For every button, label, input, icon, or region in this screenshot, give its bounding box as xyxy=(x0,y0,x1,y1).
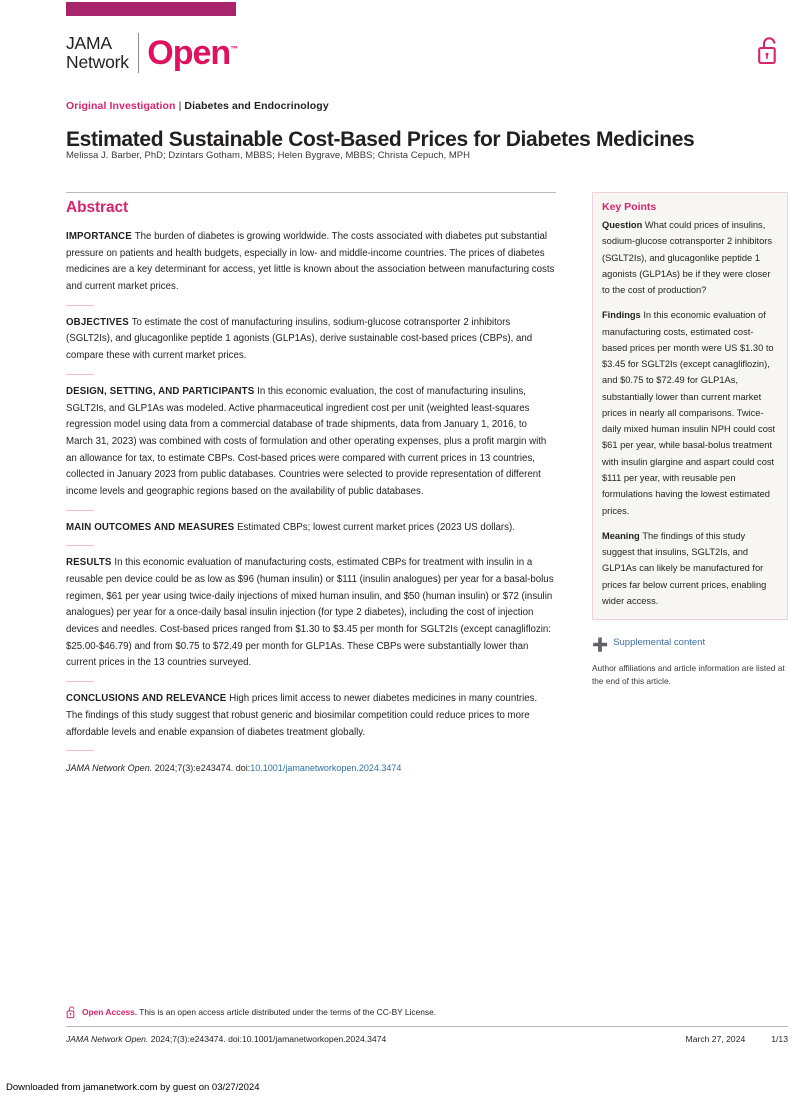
abstract-label-outcomes: MAIN OUTCOMES AND MEASURES xyxy=(66,521,235,533)
key-points-label-question: Question xyxy=(602,220,643,230)
key-points-column xyxy=(592,192,788,688)
abstract-section-conclusions xyxy=(66,691,556,741)
key-points-label-meaning: Meaning xyxy=(602,530,640,541)
supplemental-content-link[interactable]: Supplemental content xyxy=(613,637,706,649)
citation-journal-name: JAMA Network Open. xyxy=(66,763,153,774)
download-notice: Downloaded from jamanetwork.com by guest on 03/27/2024 xyxy=(6,1082,260,1093)
masthead-divider xyxy=(138,33,140,73)
key-points-question xyxy=(602,217,778,298)
abstract-top-rule xyxy=(66,192,556,193)
abstract-column xyxy=(66,192,556,776)
open-access-statement xyxy=(82,1007,436,1017)
open-access-row xyxy=(66,1005,788,1026)
jama-network-wordmark xyxy=(66,32,129,72)
journal-masthead[interactable] xyxy=(66,30,238,76)
abstract-label-importance: IMPORTANCE xyxy=(66,231,132,242)
footer-citation-details: 2024;7(3):e243474. doi:10.1001/jamanetworkopen.2024.3474 xyxy=(148,1034,387,1044)
abstract-label-conclusions: CONCLUSIONS AND RELEVANCE xyxy=(66,693,227,705)
open-access-description: This is an open access article distributed under the terms of the CC-BY License. xyxy=(137,1007,437,1017)
abstract-section-divider xyxy=(66,374,94,375)
abstract-section-divider xyxy=(66,750,94,751)
open-padlock-icon[interactable] xyxy=(756,34,782,66)
key-points-text-findings: In this economic evaluation of manufacturing costs, estimated cost-based prices per month were US $1.30 to $3.45 for SGLT2Is (except canagliflozin), and $0.75 to $72.49 for GLP1As, substantially lower than current market prices in nearly all comparisons. Twice-daily mixed human insulin NPH could cost $61 per year, while basal-bolus treatment with insulin glargine and aspart could cost $111 per year, with reusable pen formulations having the lowest estimated prices. xyxy=(602,310,776,516)
abstract-text-importance: The burden of diabetes is growing worldwide. The costs associated with diabetes put substantial pressure on patients and health budgets, especially in low- and middle-income countries. The prices of diabetes medicines are a key determinant for access, yet little is known about the association between manufacturing costs and current market prices. xyxy=(66,231,555,293)
abstract-section-importance xyxy=(66,229,556,296)
key-points-text-question: What could prices of insulins, sodium-glucose cotransporter 2 inhibitors (SGLT2Is), and glucagonlike peptide 1 agonists (GLP1As) be if they were closer to the cost of production? xyxy=(602,220,773,296)
brand-accent-bar xyxy=(66,2,236,16)
author-list[interactable]: Melissa J. Barber, PhD; Dzintars Gotham, MBBS; Helen Bygrave, MBBS; Christa Cepuch, MPH xyxy=(66,150,471,161)
abstract-label-design: DESIGN, SETTING, AND PARTICIPANTS xyxy=(66,385,255,397)
kicker-article-type[interactable]: Original Investigation xyxy=(66,100,176,112)
footer-citation xyxy=(66,1034,386,1044)
supplemental-content-row[interactable] xyxy=(592,637,788,651)
abstract-text-objectives: To estimate the cost of manufacturing insulins, sodium-glucose cotransporter 2 inhibitors (SGLT2Is), and glucagonlike peptide 1 agonists (GLP1As), derive sustainable cost-based prices (CBPs), and compare these with current market prices. xyxy=(66,316,533,362)
page-footer xyxy=(66,1005,788,1044)
publication-date: March 27, 2024 xyxy=(685,1034,746,1044)
citation-details: 2024;7(3):e243474. doi: xyxy=(152,763,251,774)
author-affiliations-note: Author affiliations and article information are listed at the end of this article. xyxy=(592,663,785,686)
abstract-section-divider xyxy=(66,681,94,682)
abstract-section-outcomes xyxy=(66,520,556,537)
abstract-section-divider xyxy=(66,510,94,511)
key-points-box xyxy=(592,192,788,620)
article-kicker xyxy=(66,100,329,112)
jama-wordmark-line2: Network xyxy=(66,52,129,72)
abstract-label-objectives: OBJECTIVES xyxy=(66,316,129,328)
open-access-label: Open Access. xyxy=(82,1007,138,1017)
footer-citation-row xyxy=(66,1027,788,1044)
page-title: Estimated Sustainable Cost-Based Prices for Diabetes Medicines xyxy=(66,128,695,152)
abstract-section-divider xyxy=(66,305,94,306)
page-number: 1/13 xyxy=(771,1034,788,1044)
open-padlock-icon xyxy=(66,1005,77,1019)
footer-meta xyxy=(686,1034,788,1044)
abstract-text-design: In this economic evaluation, the cost of manufacturing insulins, SGLT2Is, and GLP1As was modeled. Active pharmaceutical ingredient cost per unit (weighted least-squares regression model using data from a commercial database of trade shipments, data from January 1, 2016, to March 31, 2023) was combined with costs of formulation and other operating expenses, plus a profit margin with an allowance for tax, to estimate CBPs. Cost-based prices were compared with current prices in 13 countries, collected in January 2023 from public databases. Countries were selected to provide representation of different income levels and geographic regions based on the availability of public databases. xyxy=(66,385,547,497)
abstract-section-objectives xyxy=(66,315,556,365)
abstract-text-conclusions: High prices limit access to newer diabetes medicines in many countries. The findings of this study suggest that robust generic and biosimilar competition could reduce prices to more affordable levels and enable expansion of diabetes treatment globally. xyxy=(66,693,538,738)
abstract-section-design xyxy=(66,384,556,501)
key-points-text-meaning: The findings of this study suggest that insulins, SGLT2Is, and GLP1As can likely be manufactured for prices far below current prices, enabling wider access. xyxy=(602,530,767,606)
kicker-category[interactable]: Diabetes and Endocrinology xyxy=(184,100,329,112)
open-wordmark-text: Open xyxy=(147,34,231,72)
article-citation xyxy=(66,762,556,776)
trademark-symbol: ™ xyxy=(230,44,239,54)
citation-doi-link[interactable]: 10.1001/jamanetworkopen.2024.3474 xyxy=(250,763,402,774)
abstract-text-outcomes: Estimated CBPs; lowest current market prices (2023 US dollars). xyxy=(237,521,515,533)
abstract-label-results: RESULTS xyxy=(66,557,112,569)
abstract-heading: Abstract xyxy=(66,199,129,216)
abstract-section-divider xyxy=(66,545,94,546)
abstract-text-results: In this economic evaluation of manufacturing costs, estimated CBPs for treatment with insulin in a reusable pen device could be as low as $96 (human insulin) or $111 (insulin analogues) per year for a basal-bolus regimen, $61 per year using twice-daily injections of mixed human insulin, and $50 (human insulin) or $72 (insulin analogues) per year for a once-daily basal insulin injection (for type 2 diabetes), including the cost of injection devices and needles. Cost-based prices ranged from $1.30 to $3.45 per month for SGLT2Is (except canagliflozin: $25.00-$46.79) and from $0.75 to $72.49 per month for GLP1As. These CBPs were substantially lower than current prices in the 13 countries surveyed. xyxy=(66,557,554,669)
key-points-findings xyxy=(602,307,778,518)
plus-icon: ➕ xyxy=(592,637,609,653)
footer-journal-name: JAMA Network Open. xyxy=(66,1034,149,1044)
kicker-separator: | xyxy=(178,100,182,112)
key-points-heading: Key Points xyxy=(602,201,657,213)
key-points-meaning xyxy=(602,528,778,609)
jama-wordmark-line1: JAMA xyxy=(66,32,112,53)
abstract-section-results xyxy=(66,555,556,672)
key-points-label-findings: Findings xyxy=(602,310,641,321)
open-wordmark xyxy=(147,36,238,70)
